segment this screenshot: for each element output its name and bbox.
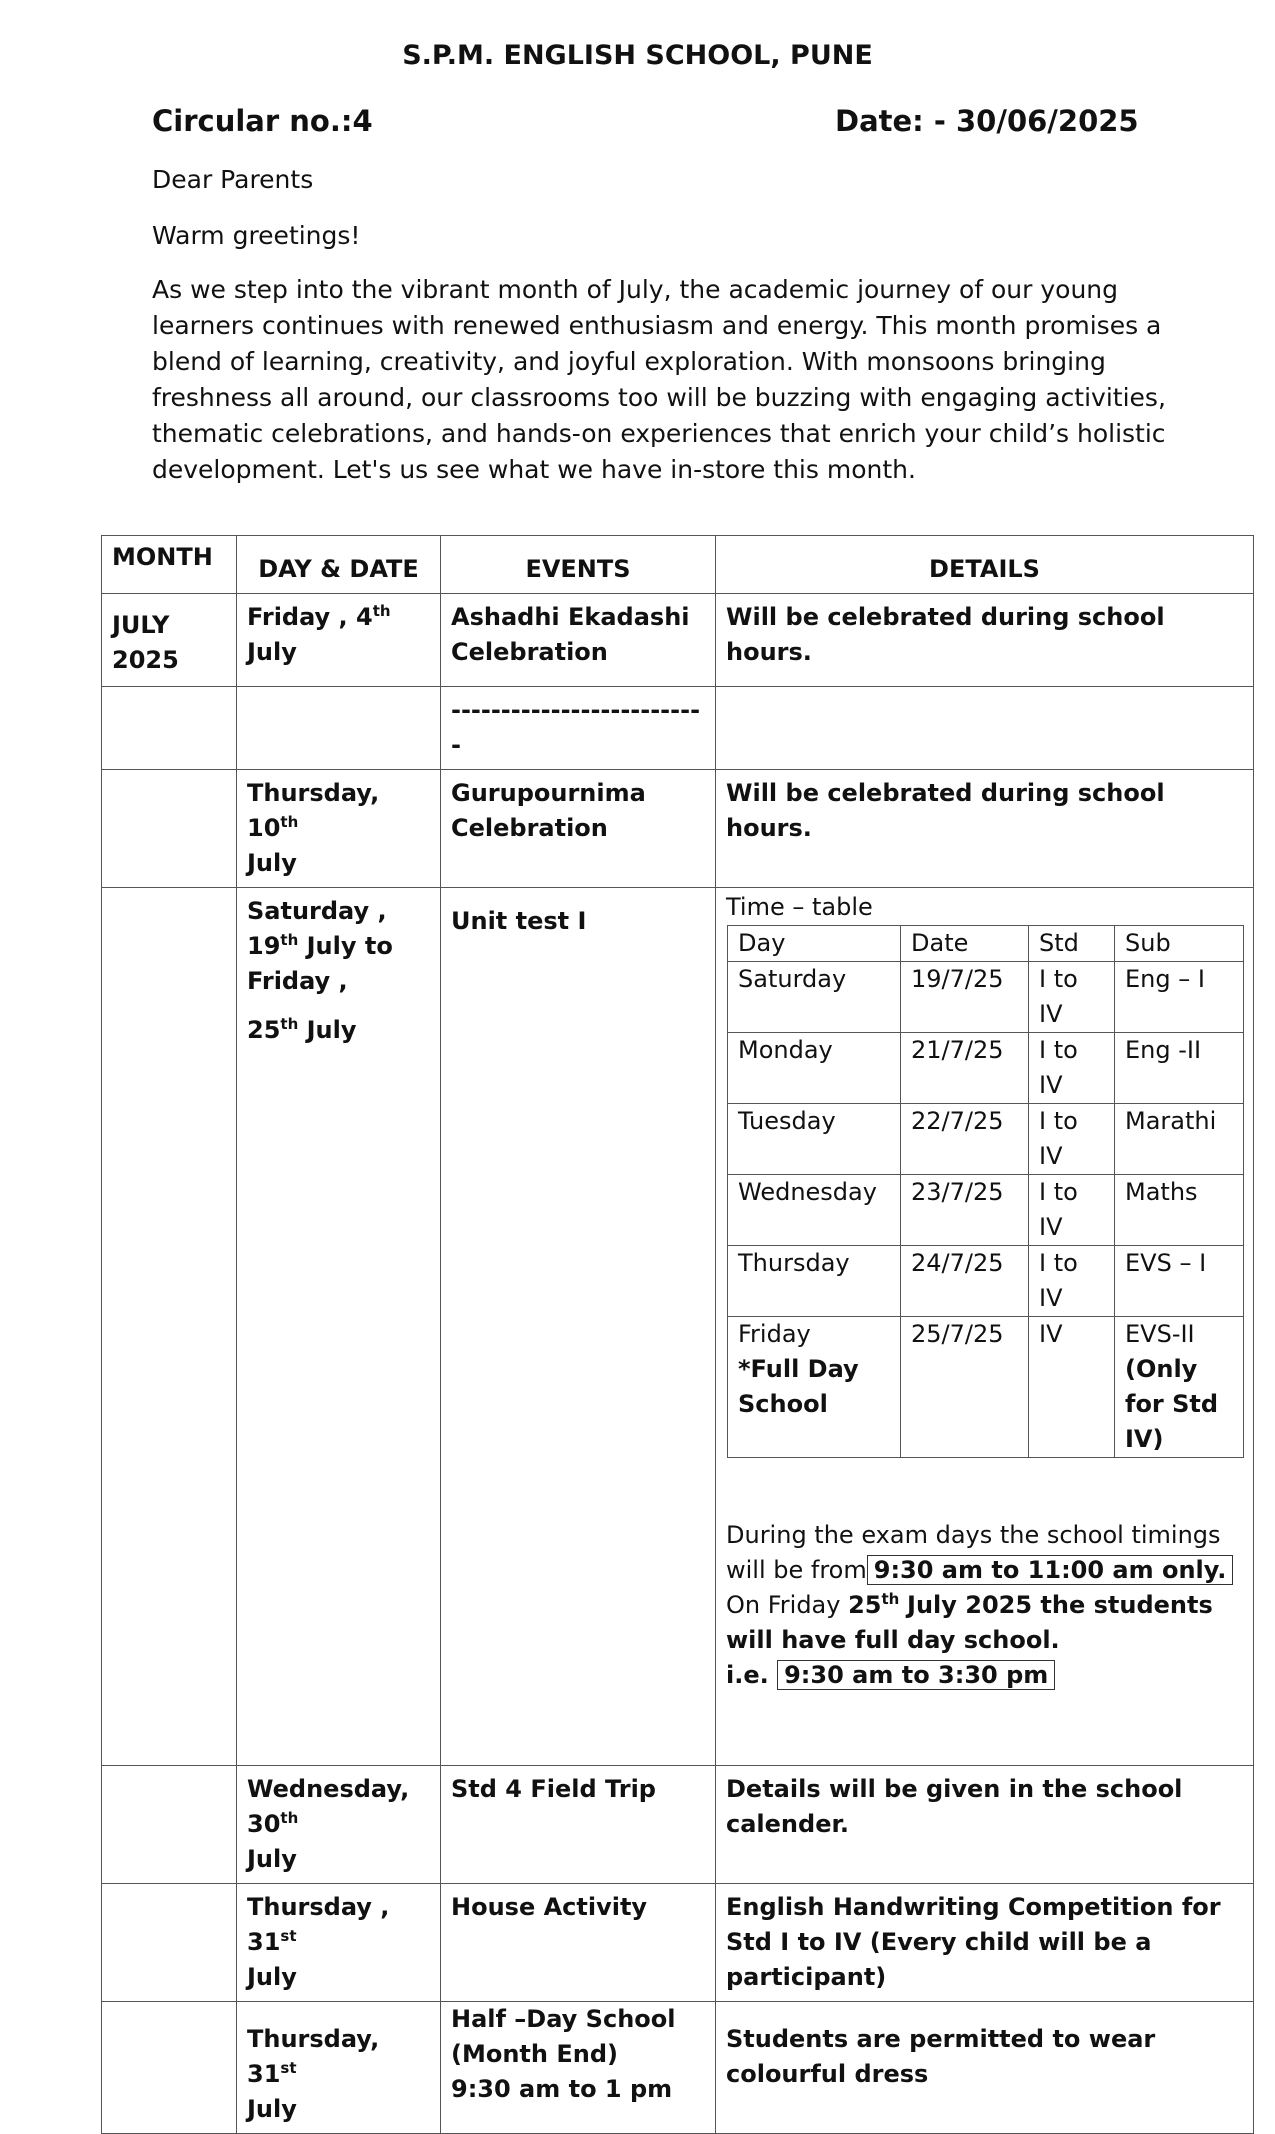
timetable-header: Day Date Std Sub — [728, 926, 1244, 962]
row-event: Unit test I — [441, 888, 716, 1766]
row-event: Gurupournima Celebration — [441, 770, 716, 888]
header-events: EVENTS — [441, 536, 716, 594]
table-row — [102, 2002, 1254, 2134]
timetable — [727, 925, 1244, 1458]
circular-date: Date: - 30/06/2025 — [835, 104, 1139, 138]
greeting: Warm greetings! — [152, 221, 361, 250]
intro-paragraph: As we step into the vibrant month of July, the academic journey of our young learners continues with renewed enthusiasm and energy. This month promises a blend of learning, creativity, and joyful exploration. With monsoons bringing freshness all around, our classrooms too will be buzzing with engaging activities, thematic celebrations, and hands-on experiences that enrich your child’s holistic development. Let's us see what we have in-store this month. — [152, 275, 1166, 484]
table-row — [102, 594, 1254, 687]
row-day: Friday , 4th July — [237, 594, 441, 687]
salutation: Dear Parents — [152, 165, 314, 194]
table-row — [102, 888, 1254, 1766]
row-details: Will be celebrated during school hours. — [716, 770, 1254, 888]
timetable-cell — [716, 888, 1254, 1766]
table-row — [102, 1884, 1254, 2002]
header-day-date: DAY & DATE — [237, 536, 441, 594]
row-event: Ashadhi Ekadashi Celebration — [441, 594, 716, 687]
row-day: Thursday, 31st July — [237, 2002, 441, 2134]
timetable-row: Saturday 19/7/25 I to IV Eng – I — [728, 962, 1244, 1033]
row-details: English Handwriting Competition for Std I to IV (Every child will be a participant) — [716, 1884, 1254, 2002]
school-title: S.P.M. ENGLISH SCHOOL, PUNE — [402, 40, 873, 71]
header-month: MONTH — [102, 536, 237, 594]
row-details: Students are permitted to wear colourful dress — [716, 2002, 1254, 2134]
timetable-row: Wednesday 23/7/25 I to IV Maths — [728, 1175, 1244, 1246]
row-event: Half –Day School (Month End) 9:30 am to 1 pm — [441, 2002, 716, 2134]
table-row — [102, 1766, 1254, 1884]
row-day: Thursday , 31st July — [237, 1884, 441, 2002]
table-row — [102, 770, 1254, 888]
row-event: -------------------------- — [441, 687, 716, 770]
row-day: Saturday , 19th July to Friday , 25th July — [237, 888, 441, 1766]
row-day: Wednesday, 30th July — [237, 1766, 441, 1884]
timetable-row: Monday 21/7/25 I to IV Eng -II — [728, 1033, 1244, 1104]
timetable-caption: Time – table — [726, 893, 873, 921]
table-row — [102, 687, 1254, 770]
timetable-row: Thursday 24/7/25 I to IV EVS – I — [728, 1246, 1244, 1317]
circular-number: Circular no.:4 — [152, 104, 373, 138]
exam-timing-note: During the exam days the school timings will be from 9:30 am to 11:00 am only. — [726, 1518, 1243, 1588]
header-details: DETAILS — [716, 536, 1254, 594]
row-details: Will be celebrated during school hours. — [716, 594, 1254, 687]
row-details: Details will be given in the school calender. — [716, 1766, 1254, 1884]
row-event: Std 4 Field Trip — [441, 1766, 716, 1884]
exam-timing-box: 9:30 am to 11:00 am only. — [867, 1555, 1234, 1585]
full-day-timing-box: 9:30 am to 3:30 pm — [777, 1660, 1055, 1690]
timetable-row: Friday *Full Day School 25/7/25 IV EVS-II (Only for Std IV) — [728, 1317, 1244, 1458]
month-value: JULY 2025 — [102, 594, 237, 687]
full-day-note: On Friday 25th July 2025 the students will have full day school. — [726, 1590, 1213, 1654]
table-header-row — [102, 536, 1254, 594]
timetable-row: Tuesday 22/7/25 I to IV Marathi — [728, 1104, 1244, 1175]
events-table — [101, 535, 1254, 2134]
full-day-timing: i.e. 9:30 am to 3:30 pm — [726, 1658, 1243, 1693]
row-event: House Activity — [441, 1884, 716, 2002]
row-day: Thursday, 10th July — [237, 770, 441, 888]
